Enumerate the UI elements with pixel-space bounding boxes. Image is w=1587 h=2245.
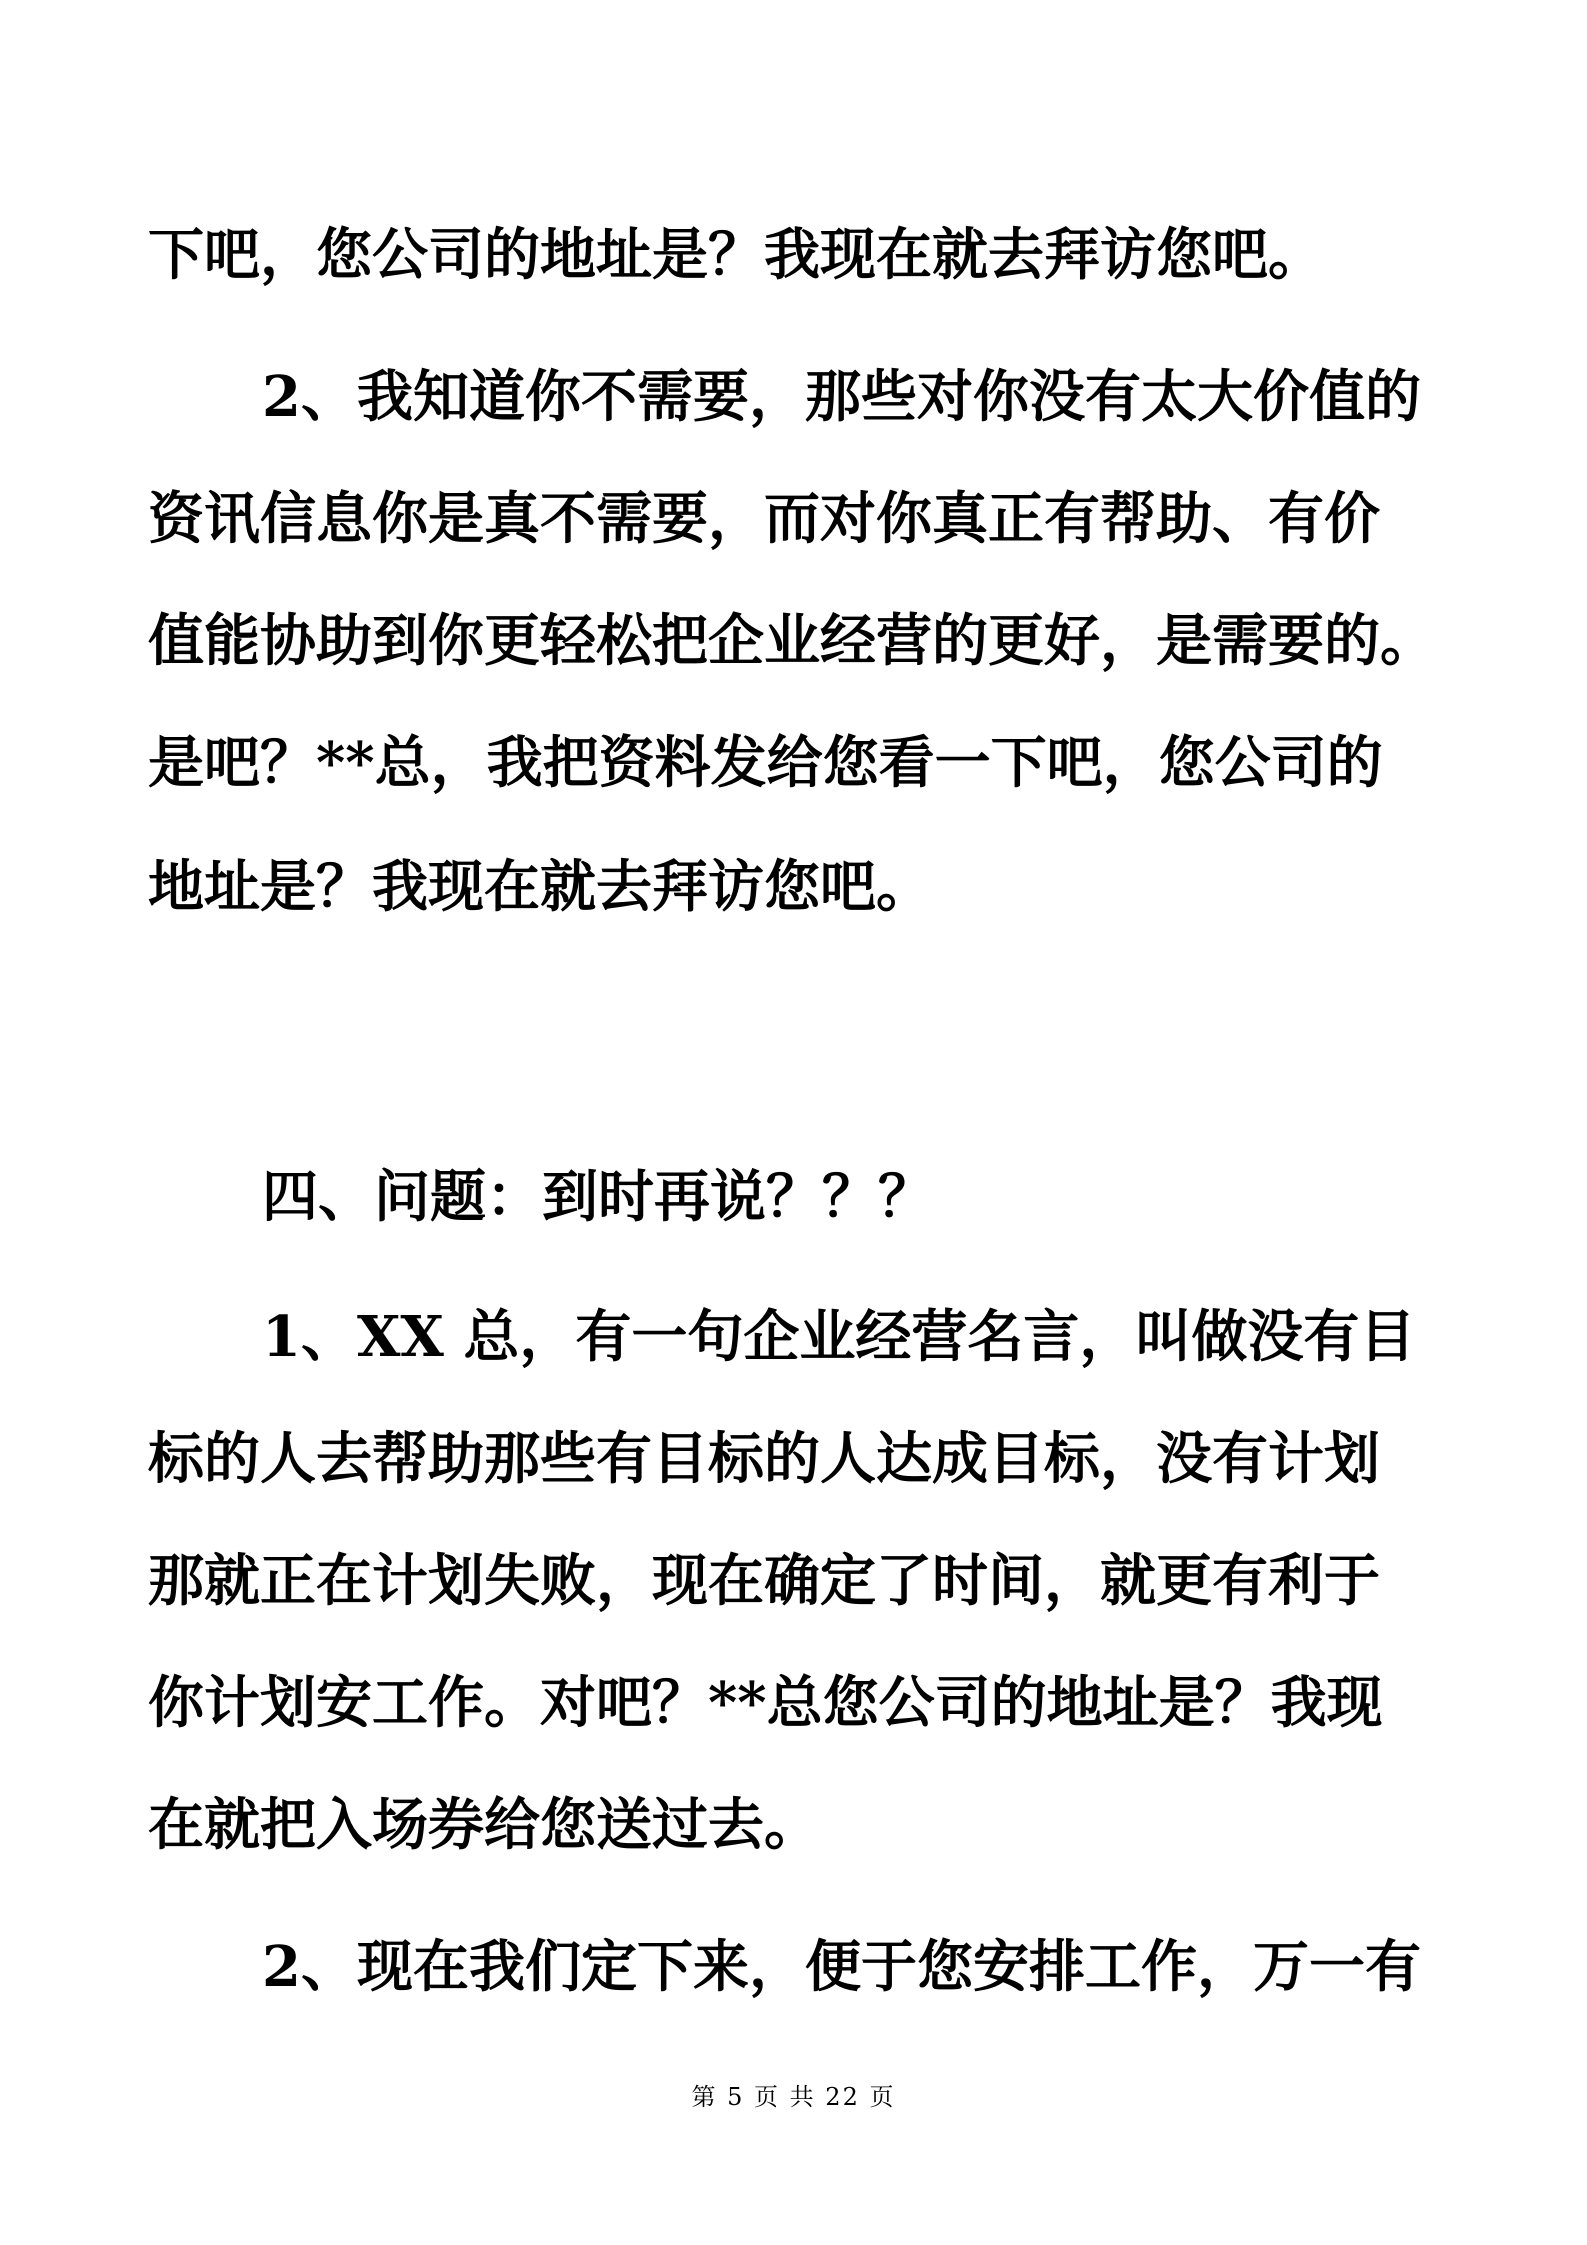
paragraph-line: 在就把入场券给您送过去。 (148, 1792, 820, 1858)
page-number-footer: 第 5 页 共 22 页 (691, 2083, 896, 2111)
paragraph-line: 那就正在计划失败，现在确定了时间，就更有利于 (148, 1548, 1380, 1614)
paragraph-line: 你计划安工作。对吧？**总您公司的地址是？我现 (148, 1670, 1383, 1736)
paragraph-line: 资讯信息你是真不需要，而对你真正有帮助、有价 (148, 486, 1380, 552)
paragraph-line: 下吧，您公司的地址是？我现在就去拜访您吧。 (148, 222, 1324, 288)
section-heading: 四、问题：到时再说？？？ (262, 1164, 934, 1230)
paragraph-line: 是吧？**总，我把资料发给您看一下吧，您公司的 (148, 730, 1383, 796)
paragraph-line: 地址是？我现在就去拜访您吧。 (148, 854, 932, 920)
paragraph-line: 1、XX 总，有一句企业经营名言，叫做没有目 (262, 1304, 1416, 1370)
paragraph-line: 2、我知道你不需要，那些对你没有太大价值的 (262, 364, 1421, 430)
paragraph-line: 标的人去帮助那些有目标的人达成目标，没有计划 (148, 1426, 1380, 1492)
paragraph-line: 值能协助到你更轻松把企业经营的更好，是需要的。 (148, 608, 1436, 674)
paragraph-line: 2、现在我们定下来，便于您安排工作，万一有 (262, 1934, 1421, 2000)
